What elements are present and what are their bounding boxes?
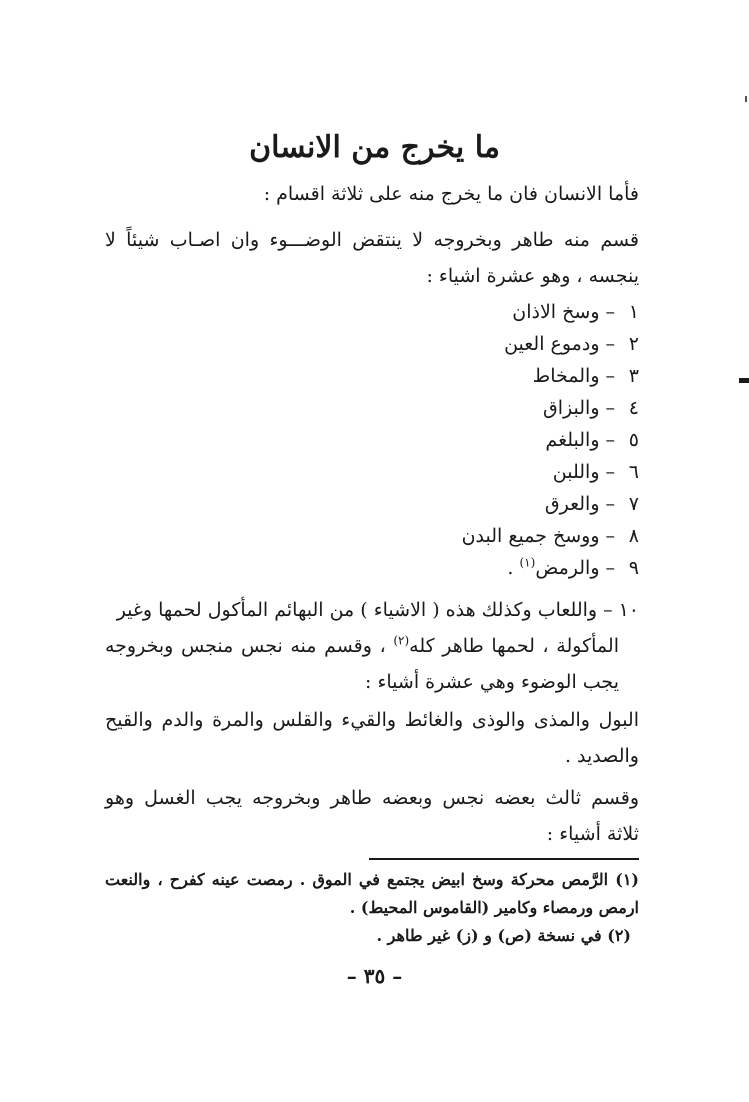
list-item bbox=[79, 392, 639, 424]
list-item bbox=[79, 328, 639, 360]
paragraph-impure-list: البول والمذى والوذى والغائط والقيء والقلس والمرة والدم والقيح والصديد . bbox=[105, 709, 639, 767]
item-number: ١ bbox=[628, 301, 639, 323]
item-text: واللبن bbox=[552, 461, 600, 483]
item-number: ٩ bbox=[628, 557, 639, 579]
list-item bbox=[79, 296, 639, 328]
intro-paragraph: فأما الانسان فان ما يخرج منه على ثلاثة اقسام : bbox=[263, 183, 639, 205]
item-text: ودموع العين bbox=[504, 333, 600, 355]
item-dash: – bbox=[605, 333, 615, 355]
item10-line2b: ، وقسم منه نجس منجس وبخروجه يجب الوضوء وهي عشرة أشياء : bbox=[105, 635, 619, 693]
item-number: ٣ bbox=[628, 365, 639, 387]
footnotes bbox=[105, 866, 639, 950]
item-text: والبلغم bbox=[545, 429, 600, 451]
item-text: وسخ الاذان bbox=[512, 301, 600, 323]
section-title: ما يخرج من الانسان bbox=[249, 130, 500, 165]
footnote-ref-1: (١) bbox=[519, 555, 536, 570]
page-number: – ٣٥ – bbox=[346, 964, 403, 988]
item-number: ٦ bbox=[628, 461, 639, 483]
list-item bbox=[79, 360, 639, 392]
item-text: والرمض bbox=[535, 557, 600, 579]
item-number: ١٠ bbox=[618, 599, 639, 621]
item-number: ٨ bbox=[628, 525, 639, 547]
item-dash: – bbox=[605, 429, 615, 451]
item-dash: – bbox=[605, 301, 615, 323]
footnote-2: (٢) في نسخة (ص) و (ز) غير طاهر . bbox=[376, 926, 631, 945]
item-text: والعرق bbox=[544, 493, 600, 515]
item-text: ووسخ جميع البدن bbox=[461, 525, 600, 547]
scan-edge-mark bbox=[739, 378, 749, 383]
footnote-ref-2: (٢) bbox=[393, 633, 410, 648]
footnote-1: (١) الرَّمص محركة وسخ ابيض يجتمع في الموق . رمصت عينه كفرح ، والنعت ارمص ورمصاء وكامير (القاموس المحيط) . bbox=[105, 870, 639, 917]
item-text: والمخاط bbox=[532, 365, 600, 387]
item-dash: – bbox=[605, 557, 615, 579]
item-dash: – bbox=[605, 525, 615, 547]
item-number: ٤ bbox=[628, 397, 639, 419]
item-number: ٥ bbox=[628, 429, 639, 451]
item10-continuation bbox=[105, 628, 639, 700]
scan-edge-mark-top bbox=[745, 96, 747, 102]
list-item-10 bbox=[105, 592, 639, 700]
list-item bbox=[79, 520, 639, 552]
list-item bbox=[79, 424, 639, 456]
paragraph-pure-category: قسم منه طاهر وبخروجه لا ينتقض الوضـــوء وان اصـاب شيئاً لا ينجسه ، وهو عشرة اشياء : bbox=[105, 229, 639, 287]
list-item bbox=[79, 456, 639, 488]
item-end-period: . bbox=[507, 557, 520, 579]
item-text: والبزاق bbox=[543, 397, 600, 419]
item-number: ٧ bbox=[628, 493, 639, 515]
item10-line1: واللعاب وكذلك هذه ( الاشياء ) من البهائم المأكول لحمها وغير bbox=[116, 599, 598, 621]
item-dash: – bbox=[605, 365, 615, 387]
paragraph-third-category: وقسم ثالث بعضه نجس وبعضه طاهر وبخروجه يجب الغسل وهو ثلاثة أشياء : bbox=[105, 787, 639, 845]
item10-line2a: المأكولة ، لحمها طاهر كله bbox=[409, 635, 619, 657]
item-dash: – bbox=[605, 397, 615, 419]
list-item bbox=[79, 552, 639, 584]
item-dash: – bbox=[605, 461, 615, 483]
item-dash: – bbox=[603, 599, 613, 621]
footnote-divider bbox=[369, 858, 639, 860]
list-item bbox=[79, 488, 639, 520]
item-dash: – bbox=[605, 493, 615, 515]
pure-items-list bbox=[79, 296, 639, 584]
item-number: ٢ bbox=[628, 333, 639, 355]
